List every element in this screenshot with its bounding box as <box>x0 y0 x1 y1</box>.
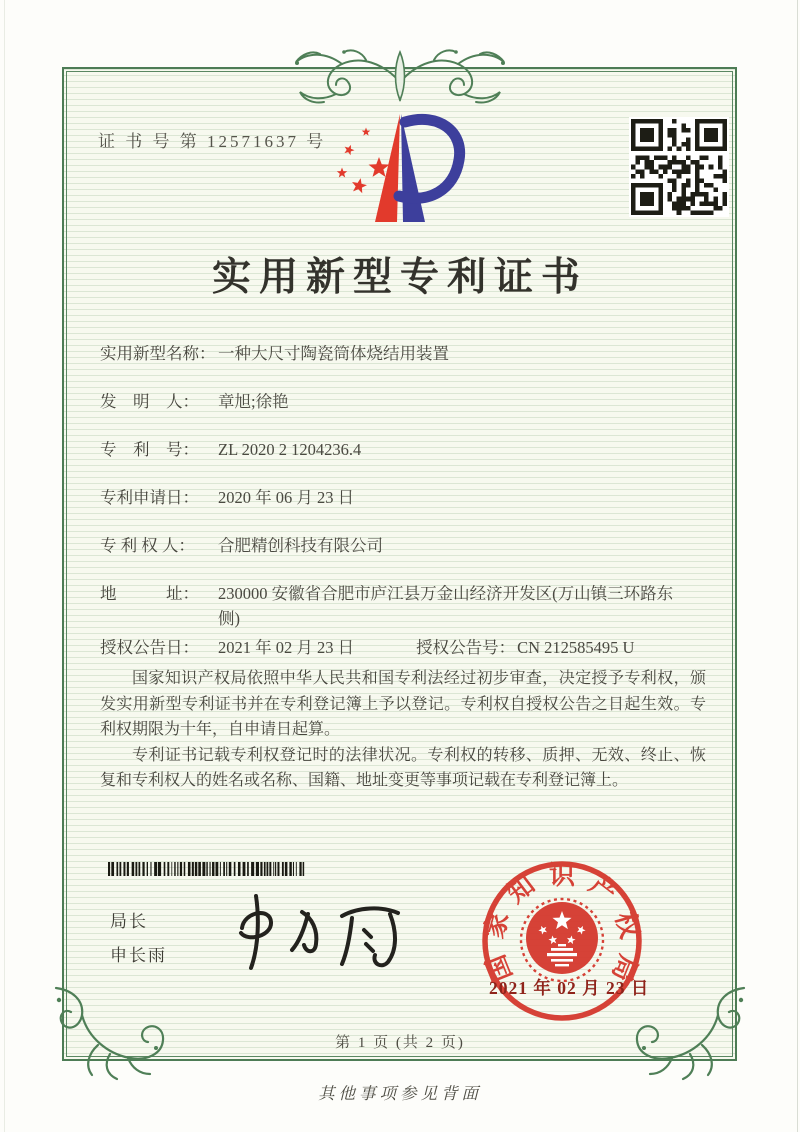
grant-date-value: 2021 年 02 月 23 日 <box>218 638 355 657</box>
field-label: 专利申请日： <box>100 488 199 507</box>
back-side-note: 其他事项参见背面 <box>318 1084 482 1103</box>
commissioner-block <box>110 905 167 973</box>
top-center-scroll-ornament <box>288 42 512 108</box>
svg-text:产: 产 <box>583 869 623 909</box>
field-label: 地 址： <box>100 584 199 603</box>
field-row-inventor <box>100 389 706 414</box>
barcode-icon <box>108 862 308 876</box>
seal-date: 2021 年 02 月 23 日 <box>489 978 650 998</box>
svg-text:国: 国 <box>481 950 518 986</box>
field-value: 章旭;徐艳 <box>218 392 289 411</box>
field-label: 专 利 权 人： <box>100 536 195 555</box>
svg-text:知: 知 <box>501 869 541 909</box>
page-number: 第 1 页 (共 2 页) <box>335 1035 465 1051</box>
svg-text:识: 识 <box>548 861 576 890</box>
commissioner-name: 申长雨 <box>110 946 167 965</box>
field-value: 230000 安徽省合肥市庐江县万金山经济开发区(万山镇三环路东侧) <box>218 584 674 628</box>
grant-no-value: CN 212585495 U <box>517 638 635 657</box>
field-value: 合肥精创科技有限公司 <box>218 536 383 555</box>
field-value: ZL 2020 2 1204236.4 <box>218 440 362 459</box>
page-edge-left <box>4 0 5 1132</box>
field-row-name <box>100 341 706 366</box>
svg-text:局: 局 <box>606 950 643 986</box>
field-row-address <box>100 581 706 631</box>
field-value: 2020 年 06 月 23 日 <box>218 488 355 507</box>
page-edge-right <box>797 0 798 1132</box>
field-row-filing-date <box>100 485 706 510</box>
field-label: 专 利 号： <box>100 440 199 459</box>
svg-text:家: 家 <box>479 908 515 942</box>
certificate-number: 证 书 号 第 12571637 号 <box>98 132 327 151</box>
svg-text:权: 权 <box>609 908 645 942</box>
grant-date-label: 授权公告日： <box>100 638 199 657</box>
signature-icon <box>222 886 414 980</box>
field-row-patentee <box>100 533 706 558</box>
cnipa-logo-icon <box>333 110 475 228</box>
field-row-patent-no <box>100 437 706 462</box>
certificate-fields <box>100 341 706 683</box>
commissioner-title: 局长 <box>110 912 148 931</box>
field-label: 发 明 人： <box>100 392 199 411</box>
legal-paragraph-2: 专利证书记载专利权登记时的法律状况。专利权的转移、质押、无效、终止、恢复和专利权人的姓名或名称、国籍、地址变更等事项记载在专利登记簿上。 <box>100 746 706 789</box>
grant-no-label: 授权公告号： <box>416 638 516 657</box>
field-value: 一种大尺寸陶瓷筒体烧结用装置 <box>218 344 449 363</box>
field-label: 实用新型名称： <box>100 344 216 363</box>
field-row-grant <box>100 635 706 660</box>
legal-paragraph-1: 国家知识产权局依照中华人民共和国专利法经过初步审查，决定授予专利权，颁发实用新型专利证书并在专利登记簿上予以登记。专利权自授权公告之日起生效。专利权期限为十年，自申请日起算。 <box>100 670 706 738</box>
legal-text <box>100 666 706 794</box>
logo-triangle-right <box>401 114 425 222</box>
certificate-title: 实用新型专利证书 <box>211 256 588 299</box>
qr-code-icon <box>629 117 729 217</box>
